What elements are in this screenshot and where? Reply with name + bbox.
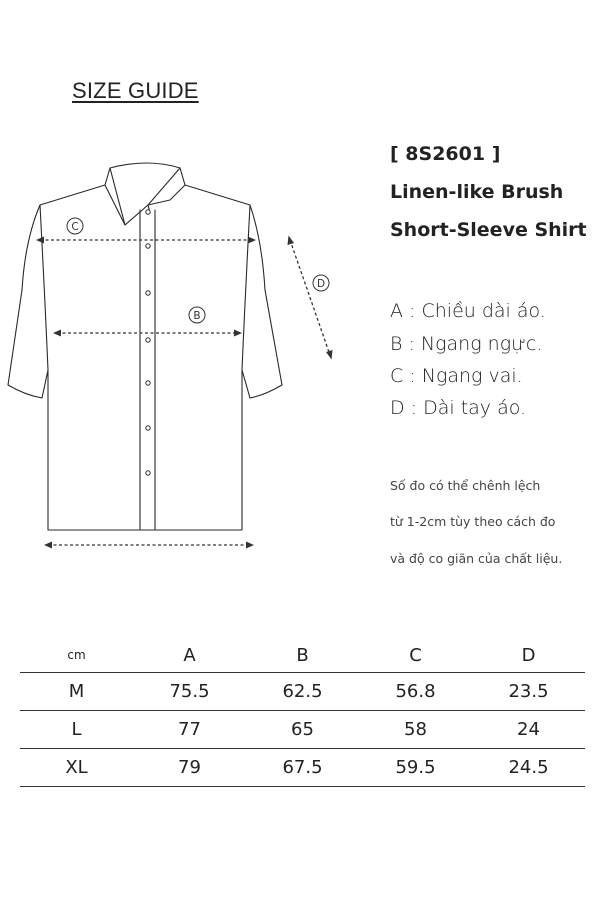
value-cell: 58 <box>404 719 427 740</box>
shirt-button <box>146 381 150 385</box>
size-table <box>20 638 585 787</box>
value-cell: 24.5 <box>508 757 549 778</box>
label-c: C <box>71 221 79 233</box>
header-unit: cm <box>67 648 86 662</box>
product-name-line2: Short-Sleeve Shirt <box>390 219 587 241</box>
header-d: D <box>521 644 536 666</box>
shirt-button <box>146 244 150 248</box>
legend-c: C : Ngang vai. <box>390 365 523 387</box>
shirt-outline <box>8 185 282 530</box>
size-cell: L <box>71 719 82 740</box>
shirt-button <box>146 210 150 214</box>
measure-line-d <box>290 240 330 355</box>
size-cell: M <box>68 681 85 702</box>
header-c: C <box>409 644 422 666</box>
shirt-button <box>146 291 150 295</box>
product-code: [ 8S2601 ] <box>390 143 501 165</box>
header-a: A <box>183 644 196 666</box>
table-header-row <box>20 638 585 673</box>
value-cell: 62.5 <box>282 681 323 702</box>
value-cell: 79 <box>178 757 201 778</box>
table-row <box>20 749 585 787</box>
product-name-line1: Linen-like Brush <box>390 181 564 203</box>
value-cell: 65 <box>291 719 314 740</box>
page-title: SIZE GUIDE <box>72 78 199 103</box>
note-line1: Số đo có thể chênh lệch <box>390 478 541 493</box>
table-row <box>20 673 585 711</box>
value-cell: 23.5 <box>508 681 549 702</box>
label-b: B <box>193 310 201 322</box>
note-line3: và độ co giãn của chất liệu. <box>390 551 563 566</box>
value-cell: 75.5 <box>169 681 210 702</box>
shirt-button <box>146 471 150 475</box>
shirt-diagram <box>0 150 360 570</box>
legend-b: B : Ngang ngực. <box>390 333 543 355</box>
value-cell: 56.8 <box>395 681 436 702</box>
note-line2: từ 1-2cm tùy theo cách đo <box>390 514 556 529</box>
shirt-button <box>146 426 150 430</box>
legend-a: A : Chiều dài áo. <box>390 300 546 322</box>
size-cell: XL <box>65 757 88 778</box>
label-d: D <box>316 278 326 290</box>
shirt-placket <box>140 210 155 530</box>
legend-d: D : Dài tay áo. <box>390 397 527 419</box>
value-cell: 67.5 <box>282 757 323 778</box>
value-cell: 59.5 <box>395 757 436 778</box>
shirt-button <box>146 338 150 342</box>
value-cell: 24 <box>517 719 540 740</box>
table-row <box>20 711 585 749</box>
header-b: B <box>296 644 309 666</box>
value-cell: 77 <box>178 719 201 740</box>
